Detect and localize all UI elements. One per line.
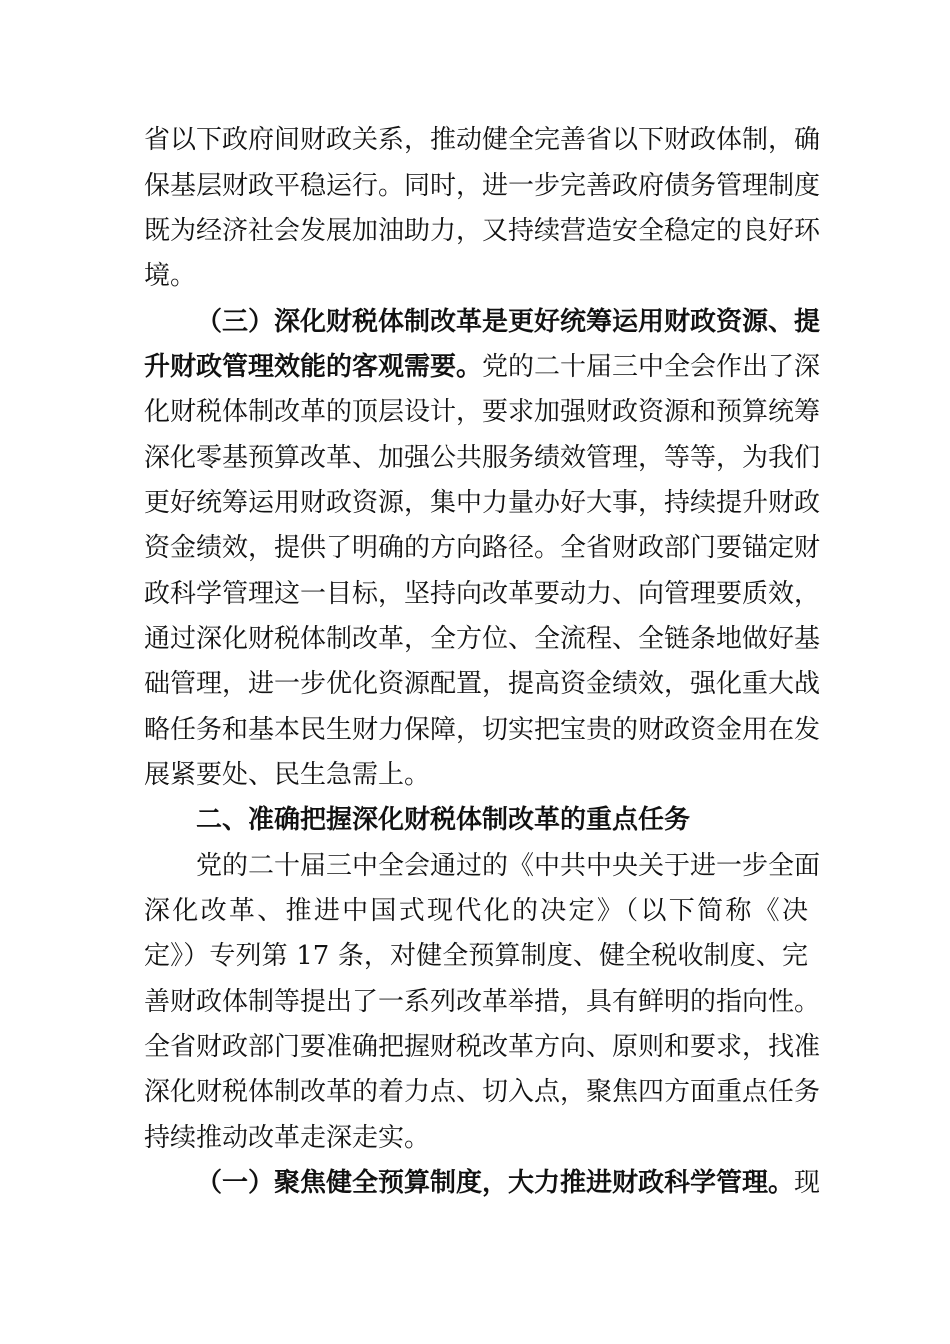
body-text-line: 境。 xyxy=(144,261,197,291)
body-text-span: 现 xyxy=(794,1168,821,1198)
body-text-line: 保基层财政平稳运行。同时，进一步完善政府债务管理制度 xyxy=(144,171,821,201)
body-text-span: 党的二十届三中全会作出了深 xyxy=(482,352,821,382)
body-text-line: 省以下政府间财政关系，推动健全完善省以下财政体制，确 xyxy=(144,125,821,155)
body-text-line: 化财税体制改革的顶层设计，要求加强财政资源和预算统筹 xyxy=(144,397,821,427)
section-heading: 二、准确把握深化财税体制改革的重点任务 xyxy=(196,805,691,835)
body-text-line: 全省财政部门要准确把握财税改革方向、原则和要求，找准 xyxy=(144,1032,821,1062)
body-text-line: 深化财税体制改革的着力点、切入点，聚焦四方面重点任务 xyxy=(144,1077,821,1107)
body-text-line: 资金绩效，提供了明确的方向路径。全省财政部门要锚定财 xyxy=(144,533,821,563)
subheading-continuation: 升财政管理效能的客观需要。 xyxy=(144,352,483,382)
body-text-line: 础管理，进一步优化资源配置，提高资金绩效，强化重大战 xyxy=(144,669,821,699)
body-text-line: 政科学管理这一目标，坚持向改革要动力、向管理要质效， xyxy=(144,579,821,609)
body-text-line: 通过深化财税体制改革，全方位、全流程、全链条地做好基 xyxy=(144,624,821,654)
body-text-line: 党的二十届三中全会通过的《中共中央关于进一步全面 xyxy=(196,851,821,881)
body-text-line: 展紧要处、民生急需上。 xyxy=(144,760,431,790)
body-text-line: 更好统筹运用财政资源，集中力量办好大事，持续提升财政 xyxy=(144,488,821,518)
body-text-line: 定》）专列第 17 条，对健全预算制度、健全税收制度、完 xyxy=(144,941,808,971)
body-text-line: 善财政体制等提出了一系列改革举措，具有鲜明的指向性。 xyxy=(144,987,821,1017)
body-text-line xyxy=(144,346,821,388)
body-text-line: 持续推动改革走深走实。 xyxy=(144,1123,431,1153)
body-text-line: 深化零基预算改革、加强公共服务绩效管理，等等，为我们 xyxy=(144,443,821,473)
subheading-span: （一）聚焦健全预算制度，大力推进财政科学管理。 xyxy=(196,1168,795,1198)
body-text-line: 略任务和基本民生财力保障，切实把宝贵的财政资金用在发 xyxy=(144,715,821,745)
body-text-line xyxy=(196,1162,821,1204)
body-text-line: 深化改革、推进中国式现代化的决定》（以下简称《决 xyxy=(144,896,808,926)
subheading-line: （三）深化财税体制改革是更好统筹运用财政资源、提 xyxy=(196,307,821,337)
body-text-line: 既为经济社会发展加油助力，又持续营造安全稳定的良好环 xyxy=(144,216,821,246)
